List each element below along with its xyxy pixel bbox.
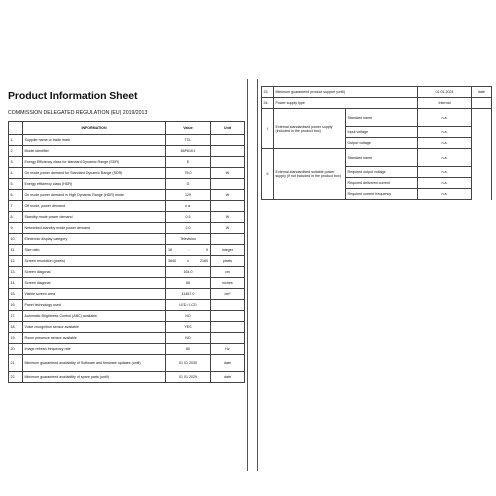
table-row: 1. Supplier name or trade mark TCL: [9, 135, 245, 146]
row-value: E: [166, 157, 211, 168]
row-label: On mode power demand for Standard Dynamic Range (SDR): [23, 168, 166, 179]
right-page: [257, 79, 494, 471]
row-label: Supplier name or trade mark: [23, 135, 166, 146]
table-row: 14. Screen diagonal 65 inches: [9, 278, 245, 289]
row-label: Energy Efficiency class for standard Dynamic Range (SDR): [23, 157, 166, 168]
row-label: Electronic display category: [23, 234, 166, 245]
row-label: Minimum guaranteed availability of spare parts (until): [23, 372, 166, 383]
row-unit: [211, 300, 245, 311]
row-unit: [211, 146, 245, 157]
row-label: Visible screen area: [23, 289, 166, 300]
row-value: 2.0: [166, 223, 211, 234]
row-unit: W: [211, 212, 245, 223]
row-value: 65: [166, 278, 211, 289]
header-unit: Unit: [211, 122, 245, 135]
row-value: 01 01 2030: [166, 355, 211, 372]
row-label: Automatic Brightness Control (ABC) available: [23, 311, 166, 322]
row-unit: [211, 333, 245, 344]
row-value: 75.0: [166, 168, 211, 179]
row-unit: W: [211, 223, 245, 234]
table-row: 5. Energy efficiency class (HDR) G: [9, 179, 245, 190]
row-value: Television: [166, 234, 211, 245]
row-value: NO: [166, 311, 211, 322]
page-title: Product Information Sheet: [8, 90, 138, 102]
table-row: 15. Visible screen area 11487.0 cm²: [9, 289, 245, 300]
row-unit: [211, 201, 245, 212]
row-label: Image refresh frequency rate: [23, 344, 166, 355]
row-label: Screen diagonal: [23, 267, 166, 278]
power-supply-ii-desc: External standardised suitable power supply (if not included in the product box): [274, 149, 346, 200]
row-label: Energy efficiency class (HDR): [23, 179, 166, 190]
row-unit: inches: [211, 278, 245, 289]
table-row: 4. On mode power demand for Standard Dynamic Range (SDR) 75.0 W: [9, 168, 245, 179]
row-label: Voice recognition sensor available: [23, 322, 166, 333]
row-label: Off mode, power demand: [23, 201, 166, 212]
row-unit: [211, 135, 245, 146]
row-value: 65P61K1: [166, 146, 211, 157]
table-row: 12. Screen resolution (pixels) 3840 x 2160 pixels: [9, 256, 245, 267]
row-unit: date: [211, 372, 245, 383]
table-row: 8. Standby mode power demand 0.5 W: [9, 212, 245, 223]
table-row: 11. Size ratio 16 : 9 integer: [9, 245, 245, 256]
row-unit: W: [211, 168, 245, 179]
power-supply-ii-row: Required current frequency n.a.: [262, 189, 492, 200]
row-unit: [211, 234, 245, 245]
row-label: Screen resolution (pixels): [23, 256, 166, 267]
row-unit: integer: [211, 245, 245, 256]
table-row: 9. Networked standby mode power demand 2.0 W: [9, 223, 245, 234]
row-value: YES: [166, 322, 211, 333]
table-row: 2. Model identifier 65P61K1: [9, 146, 245, 157]
row-label: Size ratio: [23, 245, 166, 256]
row-value: TCL: [166, 135, 211, 146]
table-header: [9, 122, 245, 135]
row-label: Screen diagonal: [23, 278, 166, 289]
row-unit: [211, 179, 245, 190]
power-supply-ii-row: II External standardised suitable power supply (if not included in the product box) Standard name n.a.: [262, 149, 492, 167]
row-unit: cm: [211, 267, 245, 278]
row-value: 16 : 9: [166, 245, 211, 256]
row-value: NO: [166, 333, 211, 344]
power-supply-i-row: I External standardised power supply (included in the product box) Standard name n.a.: [262, 109, 492, 127]
row-label: Networked standby mode power demand: [23, 223, 166, 234]
table-row: 18. Voice recognition sensor available YES: [9, 322, 245, 333]
product-information-sheet: [0, 79, 496, 474]
table-row: 6. On mode power demand in High Dynamic Range (HDR) mode 129 W: [9, 190, 245, 201]
table-row: 22. Minimum guaranteed availability of spare parts (until) 01 01 2029 date: [9, 372, 245, 383]
table-row: 23. Minimum guaranteed product support (until) 01 01 2024 date: [262, 87, 492, 98]
table-row: 17. Automatic Brightness Control (ABC) available NO: [9, 311, 245, 322]
row-value: G: [166, 179, 211, 190]
table-row: 13. Screen diagonal 164.0 cm: [9, 267, 245, 278]
power-supply-table: [261, 86, 492, 200]
row-unit: cm²: [211, 289, 245, 300]
table-row: 16. Panel technology used LED / LCD: [9, 300, 245, 311]
table-row: 19. Room presence sensor available NO: [9, 333, 245, 344]
power-supply-i-desc: External standardised power supply (included in the product box): [274, 109, 346, 149]
row-label: Model identifier: [23, 146, 166, 157]
row-unit: date: [211, 355, 245, 372]
regulation-subtitle: COMMISSION DELEGATED REGULATION (EU) 2019/2013: [8, 110, 148, 116]
row-label: Minimum guaranteed availability of Software and firmware updates (until): [23, 355, 166, 372]
row-unit: Hz: [211, 344, 245, 355]
row-label: On mode power demand in High Dynamic Range (HDR) mode: [23, 190, 166, 201]
row-unit: pixels: [211, 256, 245, 267]
power-supply-i-row: Input voltage n.a.: [262, 127, 492, 138]
row-label: Room presence sensor available: [23, 333, 166, 344]
row-unit: [211, 157, 245, 168]
row-value: n.a.: [166, 201, 211, 212]
row-value: 0.5: [166, 212, 211, 223]
information-table: [8, 121, 245, 383]
table-row: 7. Off mode, power demand n.a.: [9, 201, 245, 212]
power-supply-ii-row: Required output voltage n.a.: [262, 167, 492, 178]
power-supply-i-row: Output voltage n.a.: [262, 138, 492, 149]
row-label: Standby mode power demand: [23, 212, 166, 223]
row-value: 3840 x 2160: [166, 256, 211, 267]
table-row: 3. Energy Efficiency class for standard Dynamic Range (SDR) E: [9, 157, 245, 168]
row-value: LED / LCD: [166, 300, 211, 311]
header-information: INFORMATION: [23, 122, 166, 135]
table-row: 24. Power supply type Internal: [262, 98, 492, 109]
row-value: 01 01 2029: [166, 372, 211, 383]
power-supply-ii-row: Required delivered current n.a.: [262, 178, 492, 189]
table-row: 10. Electronic display category Television: [9, 234, 245, 245]
row-value: 11487.0: [166, 289, 211, 300]
row-value: 129: [166, 190, 211, 201]
row-label: Panel technology used: [23, 300, 166, 311]
row-unit: [211, 322, 245, 333]
row-unit: W: [211, 190, 245, 201]
row-unit: [211, 311, 245, 322]
table-row: 20. Image refresh frequency rate 60 Hz: [9, 344, 245, 355]
header-value: Value: [166, 122, 211, 135]
row-value: 164.0: [166, 267, 211, 278]
table-row: 21. Minimum guaranteed availability of Software and firmware updates (until) 01 01 2030 date: [9, 355, 245, 372]
row-value: 60: [166, 344, 211, 355]
left-page: [4, 79, 248, 471]
